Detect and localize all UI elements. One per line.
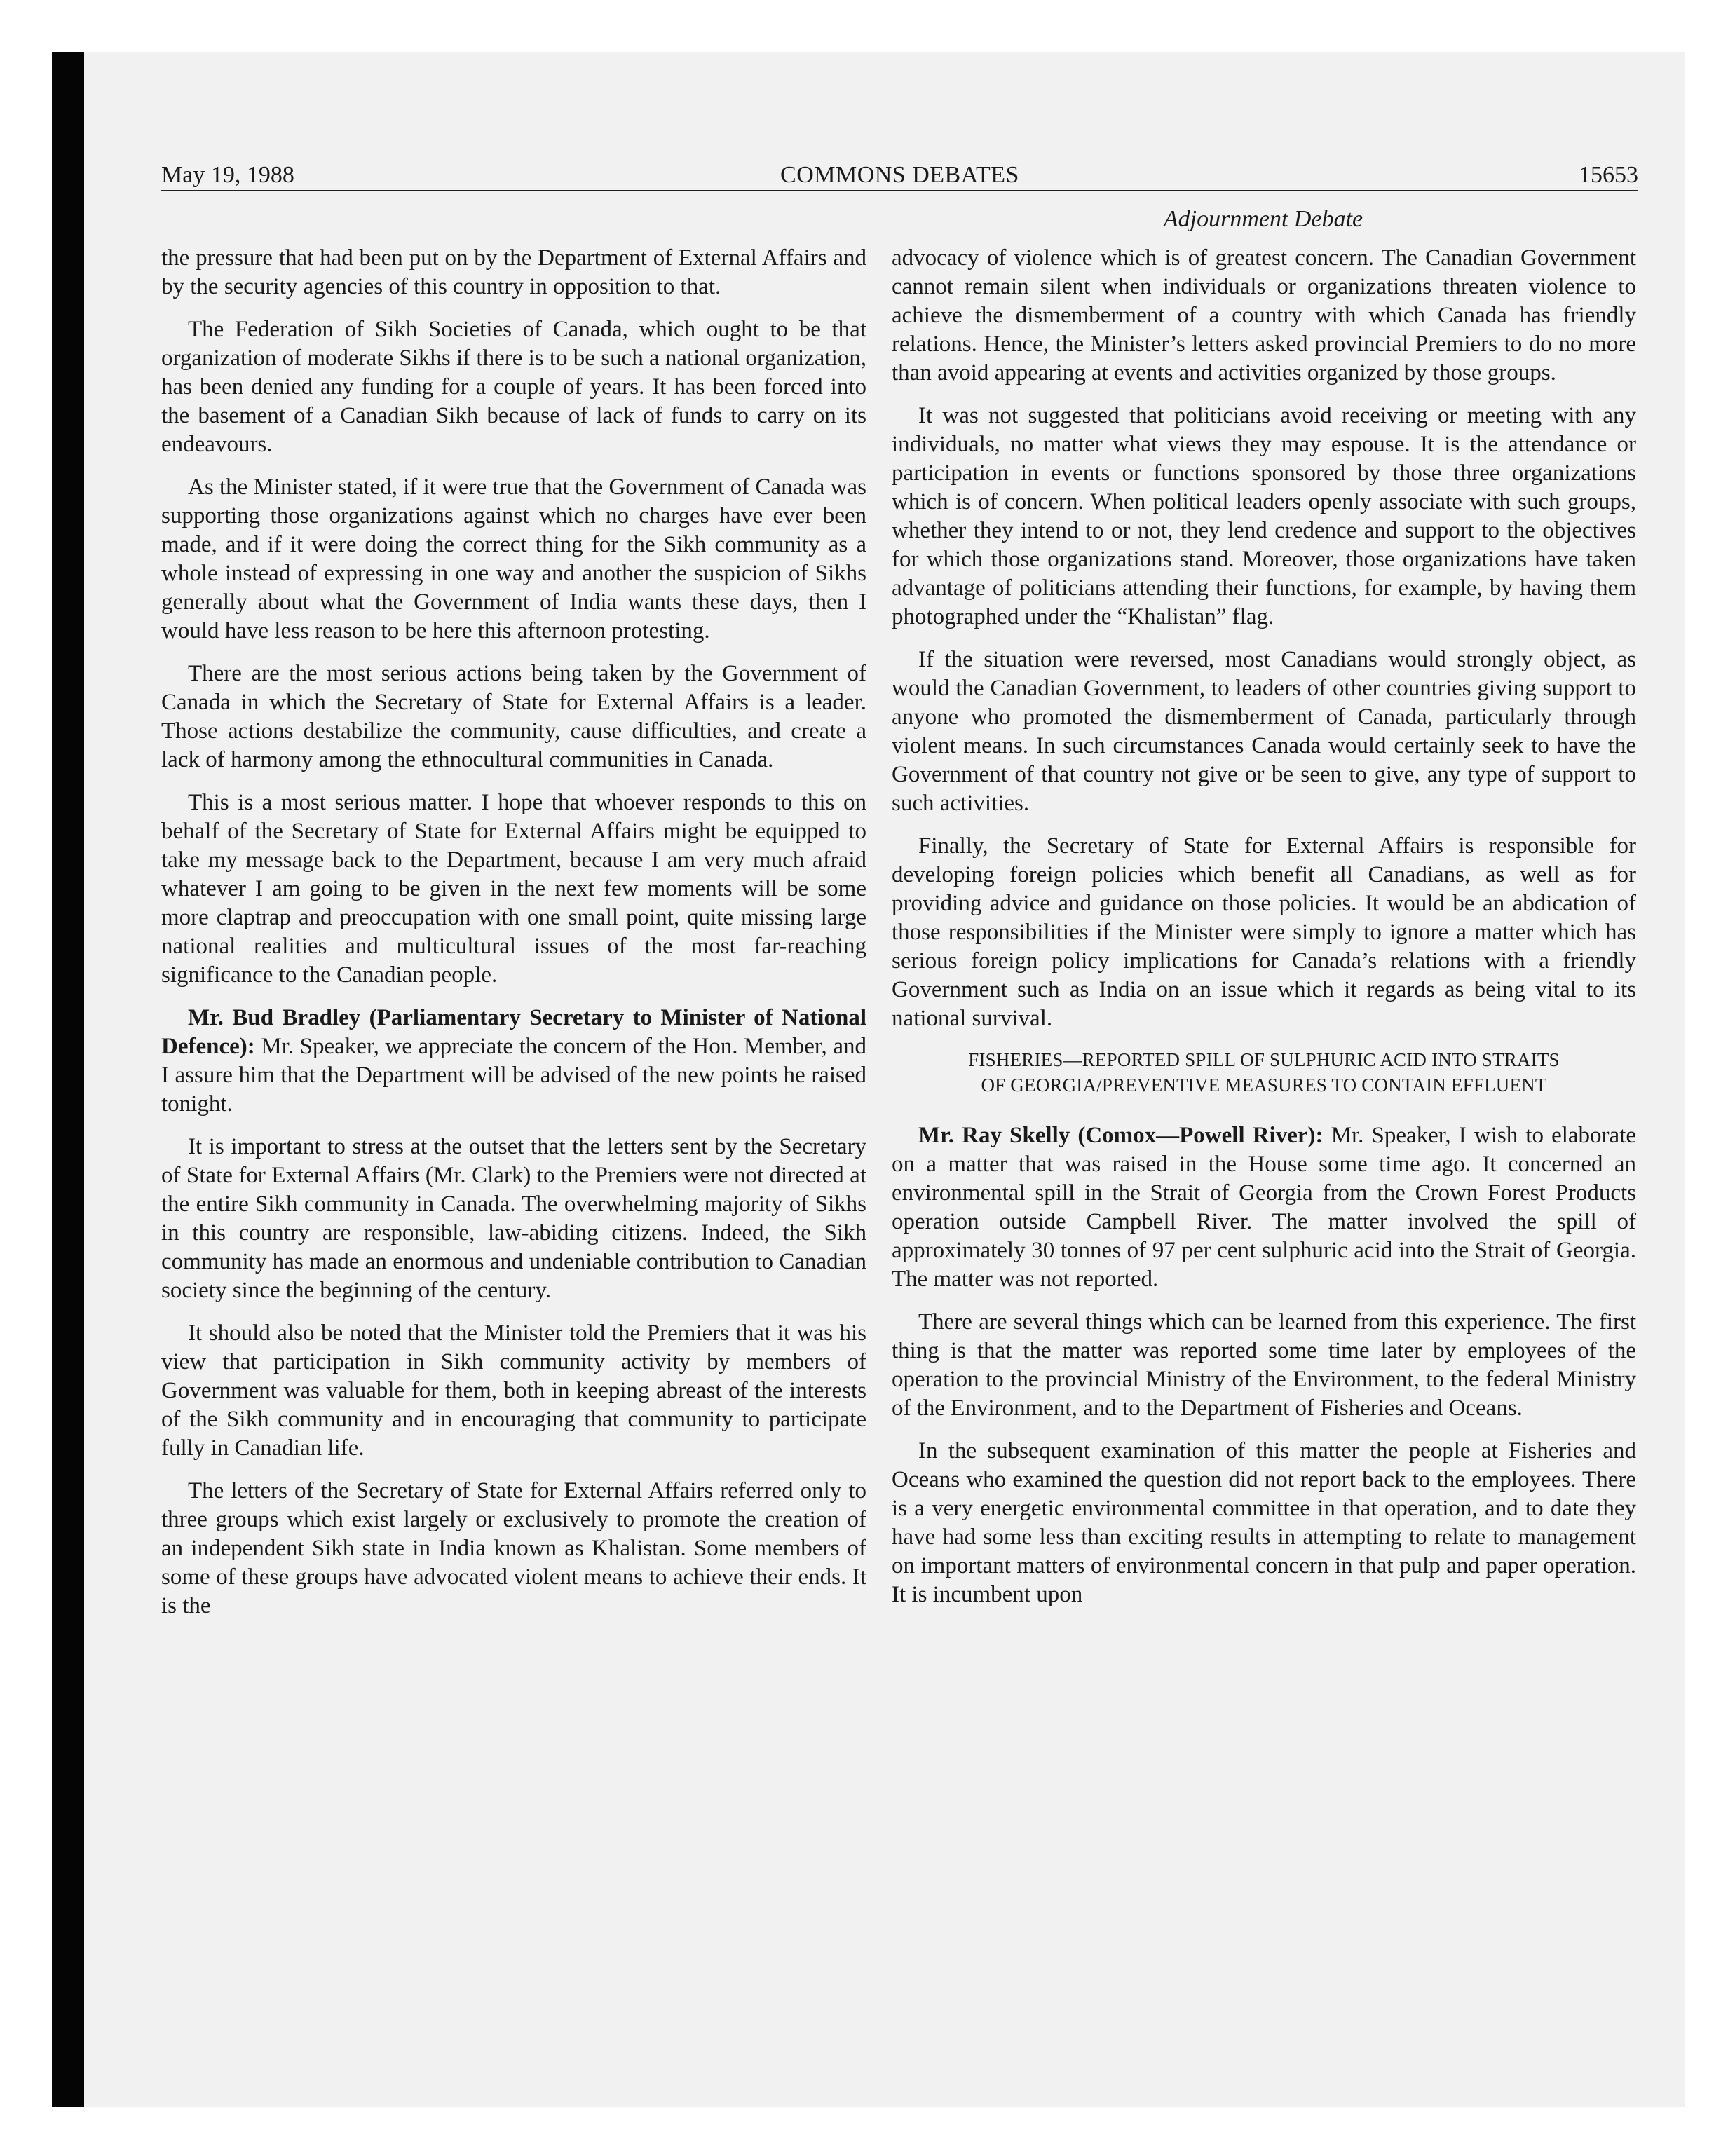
running-header xyxy=(161,156,1638,195)
speech-paragraph xyxy=(892,1121,1636,1294)
paragraph: The letters of the Secretary of State for External Affairs referred only to three groups which exist largely or exclusively to promote the creation of an independent Sikh state in India known as Khalistan. Some members of some of these groups have advocated violent means to achieve their ends. It is the xyxy=(161,1478,866,1618)
paragraph: It should also be noted that the Minister told the Premiers that it was his view that participation in Sikh community activity by members of Government was valuable for them, both in keeping abreast of the interests of the Sikh community and in encouraging that community to participate fully in Canadian life. xyxy=(161,1321,866,1461)
paragraph: There are several things which can be learned from this experience. The first thing is that the matter was reported some time later by employees of the operation to the provincial Ministry of the Environment, to the federal Ministry of the Environment, and to the Department of Fisheries and Oceans. xyxy=(892,1309,1636,1421)
paragraph: the pressure that had been put on by the Department of External Affairs and by the security agencies of this country in opposition to that. xyxy=(161,245,866,299)
right-column xyxy=(892,244,1636,1623)
publication-title: COMMONS DEBATES xyxy=(780,162,1019,188)
debate-topic-line: OF GEORGIA/PREVENTIVE MEASURES TO CONTAIN EFFLUENT xyxy=(981,1074,1547,1096)
header-rule xyxy=(161,190,1638,191)
speaker-name: Mr. Bud Bradley (Parliamentary Secretary to Minister of National Defence): xyxy=(161,1005,866,1059)
paragraph: This is a most serious matter. I hope that whoever responds to this on behalf of the Secretary of State for External Affairs might be equipped to take my message back to the Department, because I am very much afraid whatever I am going to be given in the next few moments will be some more claptrap and preoccupation with one small point, quite missing large national realities and multicultural issues of the most far-reaching significance to the Canadian people. xyxy=(161,790,866,988)
scan-binding-edge xyxy=(52,52,84,2107)
paragraph: There are the most serious actions being taken by the Government of Canada in which the Secretary of State for External Affairs is a leader. Those actions destabilize the community, cause difficulties, and create a lack of harmony among the ethnocultural communities in Canada. xyxy=(161,661,866,772)
speech-text: Mr. Speaker, I wish to elaborate on a matter that was raised in the House some time ago. It concerned an environmental spill in the Strait of Georgia from the Crown Forest Products operation outside Campbell River. The matter involved the spill of approximately 30 tonnes of 97 per cent sulphuric acid into the Strait of Georgia. The matter was not reported. xyxy=(892,1123,1636,1292)
left-column xyxy=(161,244,866,1635)
document-page xyxy=(52,52,1685,2107)
speaker-name: Mr. Ray Skelly (Comox—Powell River): xyxy=(918,1123,1324,1148)
paragraph: It was not suggested that politicians avoid receiving or meeting with any individuals, no matter what views they may espouse. It is the attendance or participation in events or functions sponsored by those three organizations which is of concern. When political leaders openly associate with such groups, whether they intend to or not, they lend credence and support to the objectives for which those organizations stand. Moreover, those organizations have taken advantage of politicians attending their functions, for example, by having them photographed under the “Khalistan” flag. xyxy=(892,403,1636,629)
debate-topic-line: FISHERIES—REPORTED SPILL OF SULPHURIC ACID INTO STRAITS xyxy=(968,1049,1560,1070)
paragraph: It is important to stress at the outset that the letters sent by the Secretary of State for External Affairs (Mr. Clark) to the Premiers were not directed at the entire Sikh community in Canada. The overwhelming majority of Sikhs in this country are responsible, law-abiding citizens. Indeed, the Sikh community has made an enormous and undeniable contribution to Canadian society since the beginning of the century. xyxy=(161,1134,866,1303)
page-number: 15653 xyxy=(1579,162,1638,188)
paragraph: In the subsequent examination of this matter the people at Fisheries and Oceans who examined the question did not report back to the employees. There is a very energetic environmental committee in that operation, and to date they have had some less than exciting results in attempting to relate to management on important matters of environmental concern in that pulp and paper operation. It is incumbent upon xyxy=(892,1438,1636,1607)
speech-paragraph xyxy=(161,1004,866,1119)
paragraph: The Federation of Sikh Societies of Canada, which ought to be that organization of moderate Sikhs if there is to be such a national organization, has been denied any funding for a couple of years. It has been forced into the basement of a Canadian Sikh because of lack of funds to carry on its endeavours. xyxy=(161,317,866,457)
paragraph: Finally, the Secretary of State for External Affairs is responsible for developing foreign policies which benefit all Canadians, as well as for providing advice and guidance on those policies. It would be an abdication of those responsibilities if the Minister were simply to ignore a matter which has serious foreign policy implications for Canada’s relations with a friendly Government such as India on an issue which it regards as being vital to its national survival. xyxy=(892,833,1636,1031)
section-label: Adjournment Debate xyxy=(1163,206,1363,232)
debate-topic-heading xyxy=(892,1047,1636,1098)
paragraph: As the Minister stated, if it were true that the Government of Canada was supporting those organizations against which no charges have ever been made, and if it were doing the correct thing for the Sikh community as a whole instead of expressing in one way and another the suspicion of Sikhs generally about what the Government of India wants these days, then I would have less reason to be here this afternoon protesting. xyxy=(161,475,866,643)
header-date: May 19, 1988 xyxy=(161,162,294,188)
paragraph: If the situation were reversed, most Canadians would strongly object, as would the Canadian Government, to leaders of other countries giving support to anyone who promoted the dismemberment of Canada, particularly through violent means. In such circumstances Canada would certainly seek to have the Government of that country not give or be seen to give, any type of support to such activities. xyxy=(892,647,1636,816)
paragraph: advocacy of violence which is of greatest concern. The Canadian Government cannot remain silent when individuals or organizations threaten violence to achieve the dismemberment of a country with which Canada has friendly relations. Hence, the Minister’s letters asked provincial Premiers to do no more than avoid appearing at events and activities organized by those groups. xyxy=(892,245,1636,386)
speech-text: Mr. Speaker, we appreciate the concern of the Hon. Member, and I assure him that the Department will be advised of the new points he raised tonight. xyxy=(161,1034,866,1117)
